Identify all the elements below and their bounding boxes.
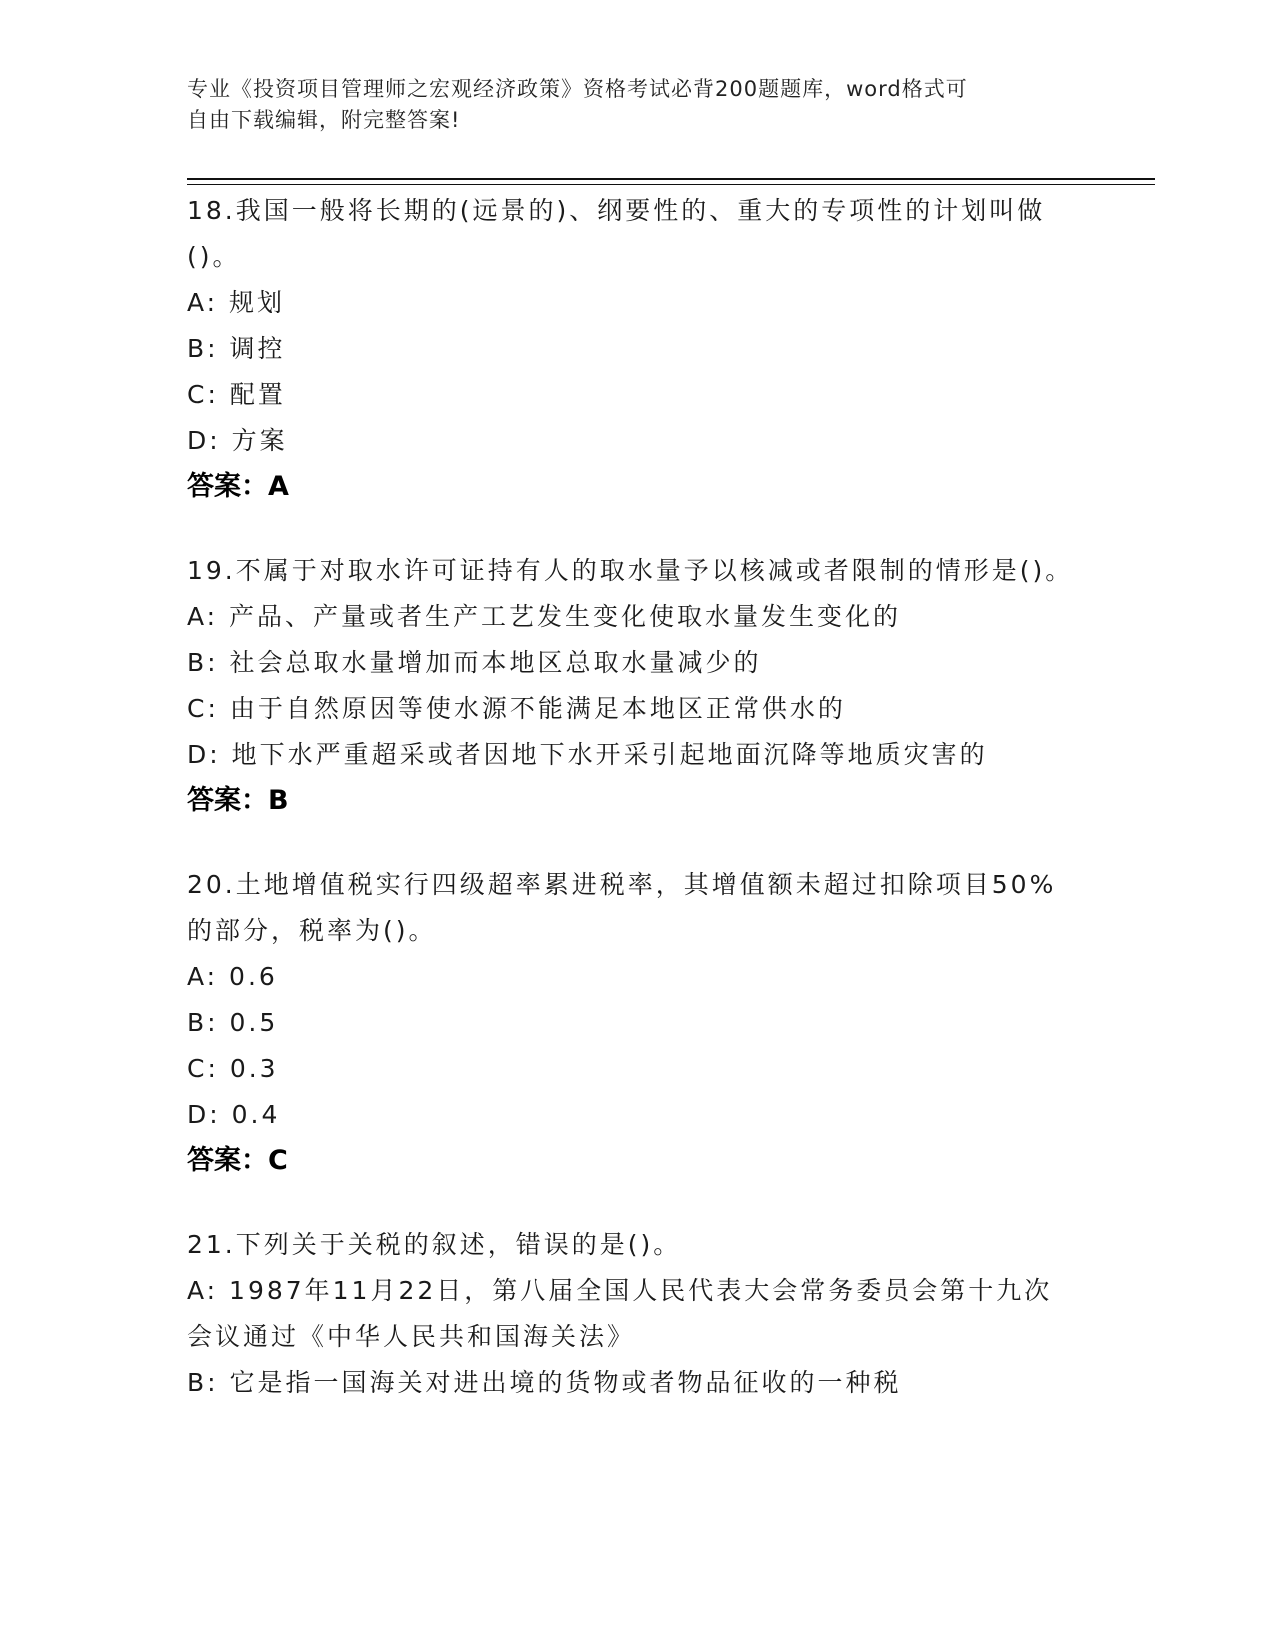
question-21	[187, 1222, 1077, 1406]
option-b: B: 调控	[187, 334, 286, 363]
option-d: D: 方案	[187, 426, 288, 455]
header-line-2: 自由下载编辑，附完整答案!	[187, 108, 461, 132]
question-text: 19.不属于对取水许可证持有人的取水量予以核减或者限制的情形是()。	[187, 556, 1074, 585]
option-c: C: 由于自然原因等使水源不能满足本地区正常供水的	[187, 694, 846, 723]
answer: 答案：B	[187, 785, 289, 816]
question-18	[187, 188, 1077, 510]
question-text: 21.下列关于关税的叙述，错误的是()。	[187, 1230, 682, 1259]
page-header	[187, 74, 1067, 136]
header-line-1: 专业《投资项目管理师之宏观经济政策》资格考试必背200题题库，word格式可	[187, 77, 968, 101]
answer: 答案：A	[187, 471, 289, 502]
header-rule-thick	[187, 178, 1155, 180]
option-b: B: 0.5	[187, 1008, 279, 1037]
option-b: B: 社会总取水量增加而本地区总取水量减少的	[187, 648, 762, 677]
question-text: 18.我国一般将长期的(远景的)、纲要性的、重大的专项性的计划叫做()。	[187, 196, 1046, 271]
option-a: A: 规划	[187, 288, 286, 317]
header-rule-thin	[187, 184, 1155, 185]
option-b: B: 它是指一国海关对进出境的货物或者物品征收的一种税	[187, 1368, 902, 1397]
option-d: D: 地下水严重超采或者因地下水开采引起地面沉降等地质灾害的	[187, 740, 988, 769]
question-text: 20.土地增值税实行四级超率累进税率，其增值额未超过扣除项目50%的部分，税率为()。	[187, 870, 1057, 945]
option-c: C: 0.3	[187, 1054, 279, 1083]
option-d: D: 0.4	[187, 1100, 281, 1129]
option-a: A: 0.6	[187, 962, 278, 991]
question-19	[187, 548, 1077, 824]
option-c: C: 配置	[187, 380, 286, 409]
option-a: A: 1987年11月22日，第八届全国人民代表大会常务委员会第十九次会议通过《中华人民共和国海关法》	[187, 1276, 1053, 1351]
answer: 答案：C	[187, 1145, 288, 1176]
question-20	[187, 862, 1077, 1184]
question-list	[187, 188, 1077, 1444]
option-a: A: 产品、产量或者生产工艺发生变化使取水量发生变化的	[187, 602, 902, 631]
